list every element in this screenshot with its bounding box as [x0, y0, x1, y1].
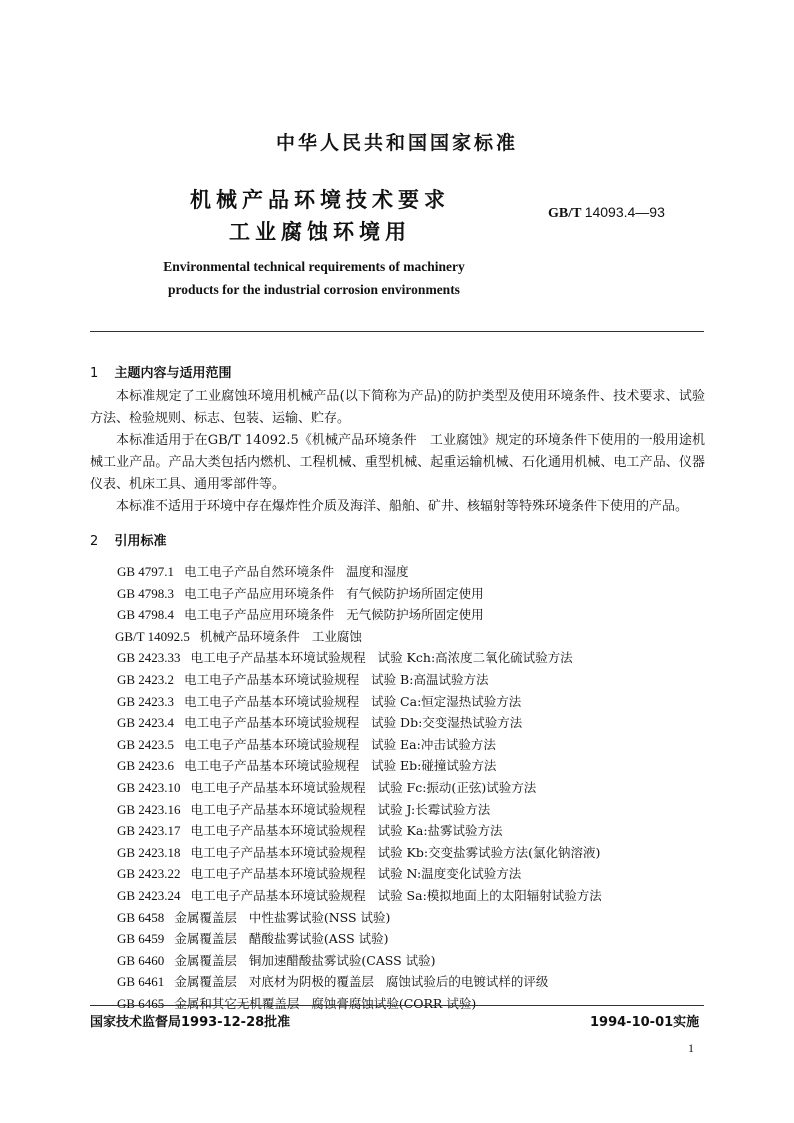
section-1-title: 主题内容与适用范围: [114, 366, 232, 381]
standard-code-prefix: GB/T: [548, 206, 582, 221]
header-divider: [90, 331, 704, 332]
reference-item: GB 4797.1 电工电子产品自然环境条件 温度和湿度: [117, 564, 409, 579]
paragraph: 本标准适用于在GB/T 14092.5《机械产品环境条件 工业腐蚀》规定的环境条件下使用的一般用途机械工业产品。产品大类包括内燃机、工程机械、重型机械、起重运输机械、石化通用机械、电工产品、仪器仪表、机床工具、通用零部件等。: [90, 433, 705, 492]
section-1-heading: [90, 362, 232, 381]
paragraph: 本标准规定了工业腐蚀环境用机械产品(以下简称为产品)的防护类型及使用环境条件、技术要求、试验方法、检验规则、标志、包装、运输、贮存。: [90, 389, 705, 426]
footer-divider: [90, 1005, 704, 1006]
reference-item: GB 4798.4 电工电子产品应用环境条件 无气候防护场所固定使用: [117, 607, 484, 623]
reference-item: GB 6460 金属覆盖层 铜加速醋酸盐雾试验(CASS 试验): [117, 952, 436, 968]
standard-code: [548, 204, 665, 222]
english-title-line-2: products for the industrial corrosion environments: [168, 282, 460, 297]
section-1-body: [90, 386, 705, 518]
paragraph: 本标准不适用于环境中存在爆炸性介质及海洋、船舶、矿井、核辐射等特殊环境条件下使用的产品。: [116, 499, 689, 514]
reference-item: GB 2423.3 电工电子产品基本环境试验规程 试验 Ca:恒定湿热试验方法: [117, 693, 522, 709]
reference-item: GB 2423.4 电工电子产品基本环境试验规程 试验 Db:交变湿热试验方法: [117, 715, 523, 731]
reference-item: GB 2423.17 电工电子产品基本环境试验规程 试验 Ka:盐雾试验方法: [117, 823, 503, 839]
reference-item: GB 2423.22 电工电子产品基本环境试验规程 试验 N:温度变化试验方法: [117, 866, 522, 882]
reference-item: GB 2423.10 电工电子产品基本环境试验规程 试验 Fc:振动(正弦)试验方法: [117, 779, 537, 795]
section-2-title: 引用标准: [114, 534, 167, 549]
reference-item: GB 6465 金属和其它无机覆盖层 腐蚀膏腐蚀试验(CORR 试验): [117, 995, 477, 1011]
reference-item: GB 2423.5 电工电子产品基本环境试验规程 试验 Ea:冲击试验方法: [117, 736, 496, 752]
approval-date: 国家技术监督局1993-12-28批准: [90, 1015, 291, 1030]
title-line-2: 工业腐蚀环境用: [229, 220, 411, 244]
standard-code-number: 14093.4—93: [584, 204, 665, 220]
reference-item: GB 2423.33 电工电子产品基本环境试验规程 试验 Kch:高浓度二氧化硫试验方法: [117, 650, 573, 666]
reference-item: GB 4798.3 电工电子产品应用环境条件 有气候防护场所固定使用: [117, 585, 484, 601]
reference-item: GB 6458 金属覆盖层 中性盐雾试验(NSS 试验): [117, 909, 391, 925]
english-title-line-1: Environmental technical requirements of machinery: [163, 259, 465, 274]
implementation-date: 1994-10-01实施: [590, 1015, 700, 1030]
reference-item: GB 2423.18 电工电子产品基本环境试验规程 试验 Kb:交变盐雾试验方法(氯化钠溶液): [117, 844, 601, 860]
title-line-1: 机械产品环境技术要求: [190, 188, 450, 212]
reference-item: GB 2423.2 电工电子产品基本环境试验规程 试验 B:高温试验方法: [117, 671, 489, 687]
reference-item: GB 2423.24 电工电子产品基本环境试验规程 试验 Sa:模拟地面上的太阳辐射试验方法: [117, 887, 602, 903]
reference-item: GB 2423.16 电工电子产品基本环境试验规程 试验 J:长霉试验方法: [117, 801, 491, 817]
reference-item: GB 2423.6 电工电子产品基本环境试验规程 试验 Eb:碰撞试验方法: [117, 758, 497, 774]
reference-item: GB 6461 金属覆盖层 对底材为阴极的覆盖层 腐蚀试验后的电镀试样的评级: [117, 974, 549, 990]
reference-item: GB 6459 金属覆盖层 醋酸盐雾试验(ASS 试验): [117, 931, 389, 947]
reference-item: GB/T 14092.5 机械产品环境条件 工业腐蚀: [115, 628, 362, 644]
page-number: 1: [688, 1041, 694, 1055]
standard-type-heading: 中华人民共和国国家标准: [275, 132, 518, 154]
section-1-number: 1: [90, 366, 99, 381]
section-2-number: 2: [90, 534, 99, 549]
reference-list: [117, 561, 717, 1014]
section-2-heading: [90, 530, 167, 549]
